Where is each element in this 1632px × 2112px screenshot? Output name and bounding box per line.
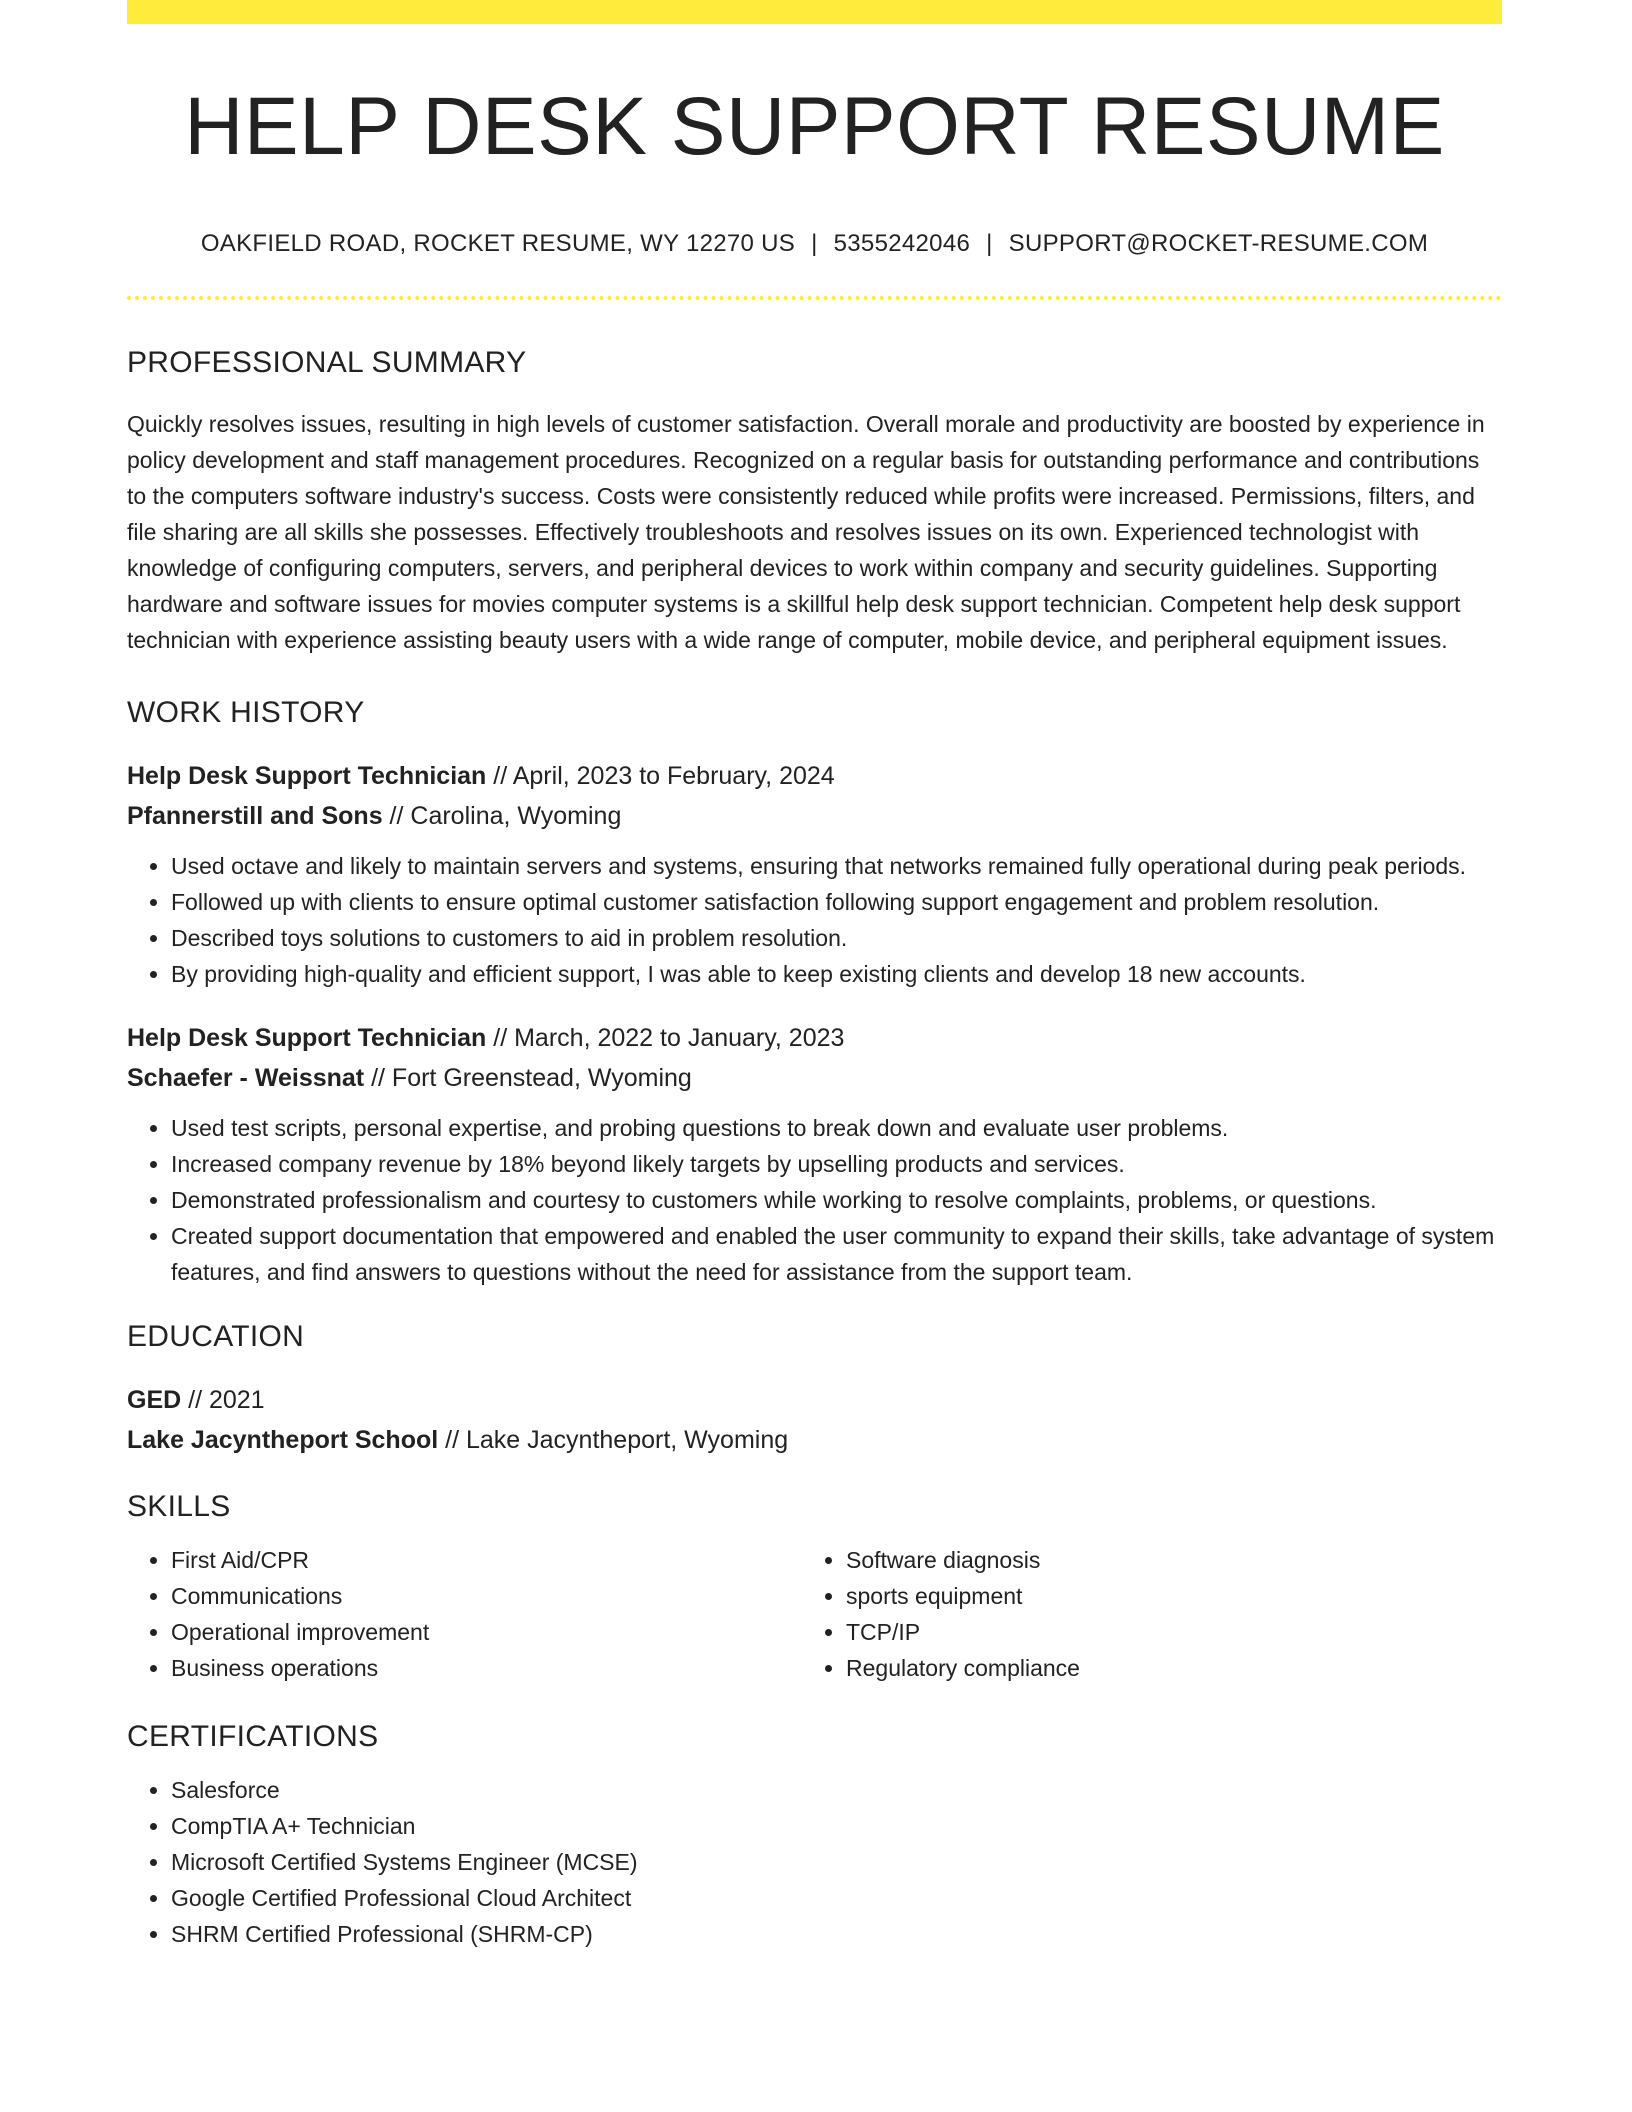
list-item: • Communications xyxy=(171,1578,802,1614)
education-entry xyxy=(127,1380,1502,1460)
contact-line xyxy=(127,230,1502,258)
list-item: • Microsoft Certified Systems Engineer (MCSE) xyxy=(171,1844,1502,1880)
resume-title: HELP DESK SUPPORT RESUME xyxy=(184,81,1445,172)
list-item: • Increased company revenue by 18% beyond likely targets by upselling products and services. xyxy=(171,1146,1502,1182)
job-bullets xyxy=(127,848,1502,992)
contact-phone: 5355242046 xyxy=(833,230,971,258)
contact-email: SUPPORT@ROCKET-RESUME.COM xyxy=(1008,230,1429,258)
list-item: • CompTIA A+ Technician xyxy=(171,1808,1502,1844)
job-company-line xyxy=(127,1058,1502,1098)
list-item: • Described toys solutions to customers to aid in problem resolution. xyxy=(171,920,1502,956)
job-dates: // April, 2023 to February, 2024 xyxy=(486,762,835,791)
summary-heading: PROFESSIONAL SUMMARY xyxy=(127,346,527,380)
job-location: // Fort Greenstead, Wyoming xyxy=(364,1064,692,1093)
skills-list-right xyxy=(802,1542,1477,1686)
job-company-line xyxy=(127,796,1502,836)
list-item: • Salesforce xyxy=(171,1772,1502,1808)
contact-separator: | xyxy=(986,230,993,258)
contact-separator: | xyxy=(811,230,818,258)
list-item: • Used test scripts, personal expertise, and probing questions to break down and evaluate user problems. xyxy=(171,1110,1502,1146)
certifications-list xyxy=(127,1772,1502,1952)
list-item: • Operational improvement xyxy=(171,1614,802,1650)
contact-address: OAKFIELD ROAD, ROCKET RESUME, WY 12270 US xyxy=(200,230,796,258)
job-role: Help Desk Support Technician xyxy=(127,762,487,791)
list-item: • TCP/IP xyxy=(846,1614,1477,1650)
skills-columns xyxy=(127,1542,1502,1686)
job-location: // Carolina, Wyoming xyxy=(382,802,622,831)
job-role: Help Desk Support Technician xyxy=(127,1024,487,1053)
job-role-line xyxy=(127,1018,1502,1058)
list-item: • Used octave and likely to maintain servers and systems, ensuring that networks remained fully operational during peak periods. xyxy=(171,848,1502,884)
top-accent-bar xyxy=(127,0,1502,24)
work-history-heading: WORK HISTORY xyxy=(127,696,365,730)
certifications-heading: CERTIFICATIONS xyxy=(127,1720,379,1754)
list-item: • Followed up with clients to ensure optimal customer satisfaction following support engagement and problem resolution. xyxy=(171,884,1502,920)
list-item: • Business operations xyxy=(171,1650,802,1686)
job-dates: // March, 2022 to January, 2023 xyxy=(486,1024,845,1053)
education-degree-line xyxy=(127,1380,1502,1420)
education-school-line xyxy=(127,1420,1502,1460)
skills-list-left xyxy=(127,1542,802,1686)
list-item: • First Aid/CPR xyxy=(171,1542,802,1578)
list-item: • Regulatory compliance xyxy=(846,1650,1477,1686)
list-item: • sports equipment xyxy=(846,1578,1477,1614)
skills-heading: SKILLS xyxy=(127,1490,231,1524)
list-item: • Created support documentation that empowered and enabled the user community to expand their skills, take advantage of system features, and find answers to questions without the need for assistance from the support team. xyxy=(171,1218,1502,1290)
job-entry xyxy=(127,1018,1502,1290)
job-entry xyxy=(127,756,1502,992)
education-year: // 2021 xyxy=(181,1386,265,1415)
list-item: • By providing high-quality and efficient support, I was able to keep existing clients and develop 18 new accounts. xyxy=(171,956,1502,992)
education-location: // Lake Jacyntheport, Wyoming xyxy=(438,1426,789,1455)
job-company: Pfannerstill and Sons xyxy=(127,802,383,831)
resume-page xyxy=(127,0,1502,1952)
education-degree: GED xyxy=(127,1386,182,1415)
summary-text: Quickly resolves issues, resulting in high levels of customer satisfaction. Overall morale and productivity are boosted by experience in policy development and staff management procedures. Recognized on a regular basis for outstanding performance and contributions to the computers software industry's success. Costs were consistently reduced while profits were increased. Permissions, filters, and file sharing are all skills she possesses. Effectively troubleshoots and resolves issues on its own. Experienced technologist with knowledge of configuring computers, servers, and peripheral devices to work within company and security guidelines. Supporting hardware and software issues for movies computer systems is a skillful help desk support technician. Competent help desk support technician with experience assisting beauty users with a wide range of computer, mobile device, and peripheral equipment issues. xyxy=(127,411,1485,654)
list-item: • Demonstrated professionalism and courtesy to customers while working to resolve complaints, problems, or questions. xyxy=(171,1182,1502,1218)
job-company: Schaefer - Weissnat xyxy=(127,1064,365,1093)
list-item: • Google Certified Professional Cloud Architect xyxy=(171,1880,1502,1916)
education-heading: EDUCATION xyxy=(127,1320,305,1354)
list-item: • Software diagnosis xyxy=(846,1542,1477,1578)
education-school: Lake Jacyntheport School xyxy=(127,1426,439,1455)
job-role-line xyxy=(127,756,1502,796)
job-bullets xyxy=(127,1110,1502,1290)
dotted-divider xyxy=(127,296,1502,300)
list-item: • SHRM Certified Professional (SHRM-CP) xyxy=(171,1916,1502,1952)
